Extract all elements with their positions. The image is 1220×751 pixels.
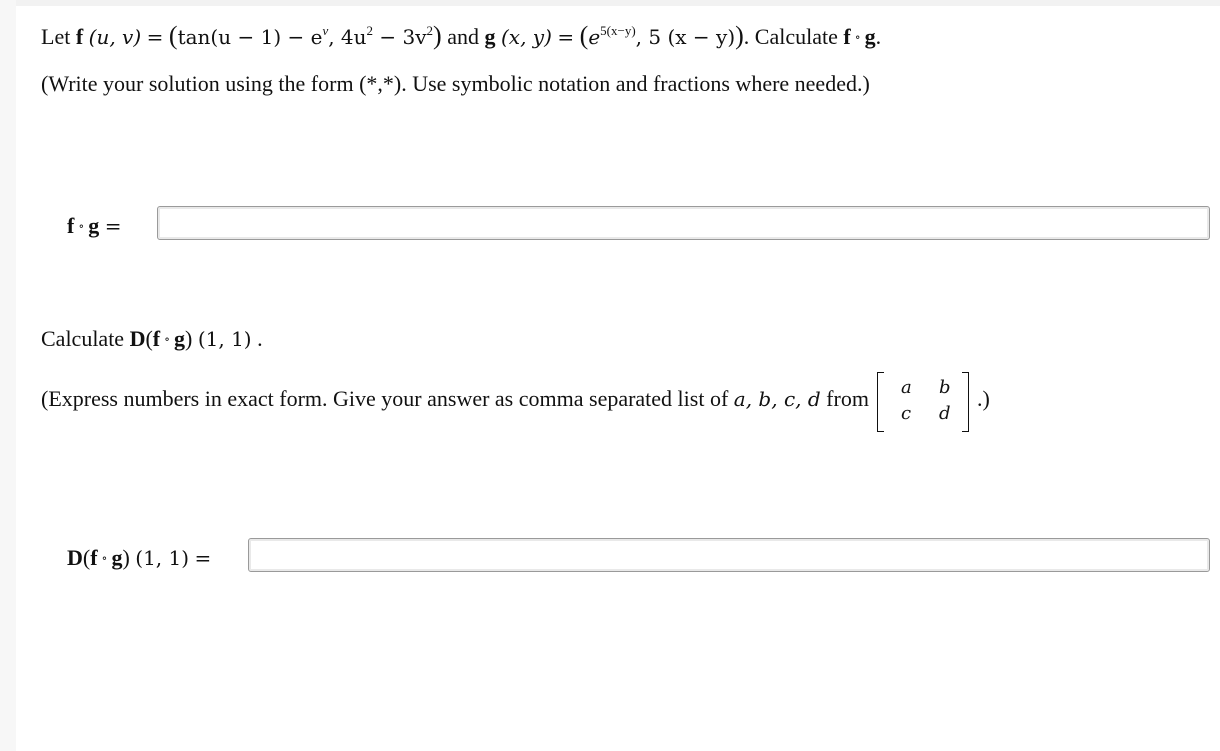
matrix-cell-c: c (900, 402, 912, 424)
answer-2-g: g (111, 545, 123, 570)
f-close-paren: ) (433, 21, 442, 50)
q2-statement (41, 325, 263, 353)
calculate-text: . Calculate (743, 24, 838, 49)
and-text: and (447, 24, 479, 49)
g-component-2: , 5 (x − y) (635, 25, 736, 49)
matrix-cell-b: b (938, 376, 951, 398)
answer-1-f: f (67, 213, 75, 238)
answer-2-lparen: ( (82, 545, 91, 570)
equals-sign: = (146, 25, 164, 49)
answer-1-g: g (88, 213, 100, 238)
q2-compose: ∘ (164, 332, 171, 346)
left-strip (0, 0, 16, 751)
answer-1-compose: ∘ (78, 219, 85, 233)
g-component-1: e (588, 25, 601, 49)
q2-point: (1, 1) (197, 327, 252, 351)
q1-instruction: (Write your solution using the form (*,*). Use symbolic notation and fractions where needed.) (41, 71, 870, 96)
f-component-1: tan(u − 1) − e (177, 25, 323, 49)
g-open-paren: ( (579, 21, 589, 50)
answer-1-label (67, 212, 121, 240)
g-symbol: g (484, 24, 496, 49)
q2-instruction-pre: (Express numbers in exact form. Give your answer as comma separated list of (41, 386, 729, 411)
f-open-paren: ( (168, 21, 178, 50)
answer-2-D: D (67, 545, 83, 570)
answer-1-equals: = (104, 214, 122, 238)
q2-instruction-from: from (826, 386, 869, 411)
q2-rparen: ) (185, 326, 193, 351)
answer-1-input[interactable] (157, 206, 1210, 240)
let-text: Let (41, 24, 71, 49)
q2-g-symbol: g (174, 326, 186, 351)
q2-instruction-post: .) (976, 386, 990, 411)
equals-sign-2: = (557, 25, 575, 49)
derivative-symbol: D (129, 326, 146, 351)
question-card (16, 6, 1220, 751)
answer-2-equals: = (194, 546, 212, 570)
g-close-paren: ) (735, 21, 744, 50)
q2-instruction (41, 370, 990, 430)
f-symbol-2: f (843, 24, 851, 49)
f-component-2b-exp: 2 (426, 23, 434, 38)
q2-period: . (257, 326, 263, 351)
f-component-2b: − 3v (373, 25, 427, 49)
answer-2-input[interactable] (248, 538, 1210, 572)
matrix-cell-d: d (938, 402, 951, 424)
q1-statement (41, 22, 881, 51)
f-args: (u, v) (88, 25, 142, 49)
g-args: (x, y) (500, 25, 552, 49)
matrix-template (875, 372, 971, 430)
answer-2-compose: ∘ (101, 551, 108, 565)
f-component-2: , 4u (328, 25, 367, 49)
period: . (875, 24, 882, 49)
q2-lparen: ( (145, 326, 153, 351)
matrix-right-bracket (962, 372, 969, 432)
q2-f-symbol: f (152, 326, 161, 351)
compose-operator: ∘ (854, 30, 861, 44)
q2-vars: a, b, c, d (733, 387, 821, 411)
g-component-1-exp: 5(x−y) (600, 23, 636, 38)
answer-2-f: f (90, 545, 98, 570)
matrix-left-bracket (877, 372, 884, 432)
f-component-1-exp: v (322, 23, 329, 38)
answer-2-point: (1, 1) (135, 546, 190, 570)
g-symbol-2: g (864, 24, 876, 49)
f-component-2-exp: 2 (366, 23, 374, 38)
answer-2-rparen: ) (122, 545, 130, 570)
q2-calculate-text: Calculate (41, 326, 125, 351)
matrix-cell-a: a (900, 376, 912, 398)
answer-2-label (67, 544, 211, 572)
f-symbol: f (75, 24, 84, 49)
